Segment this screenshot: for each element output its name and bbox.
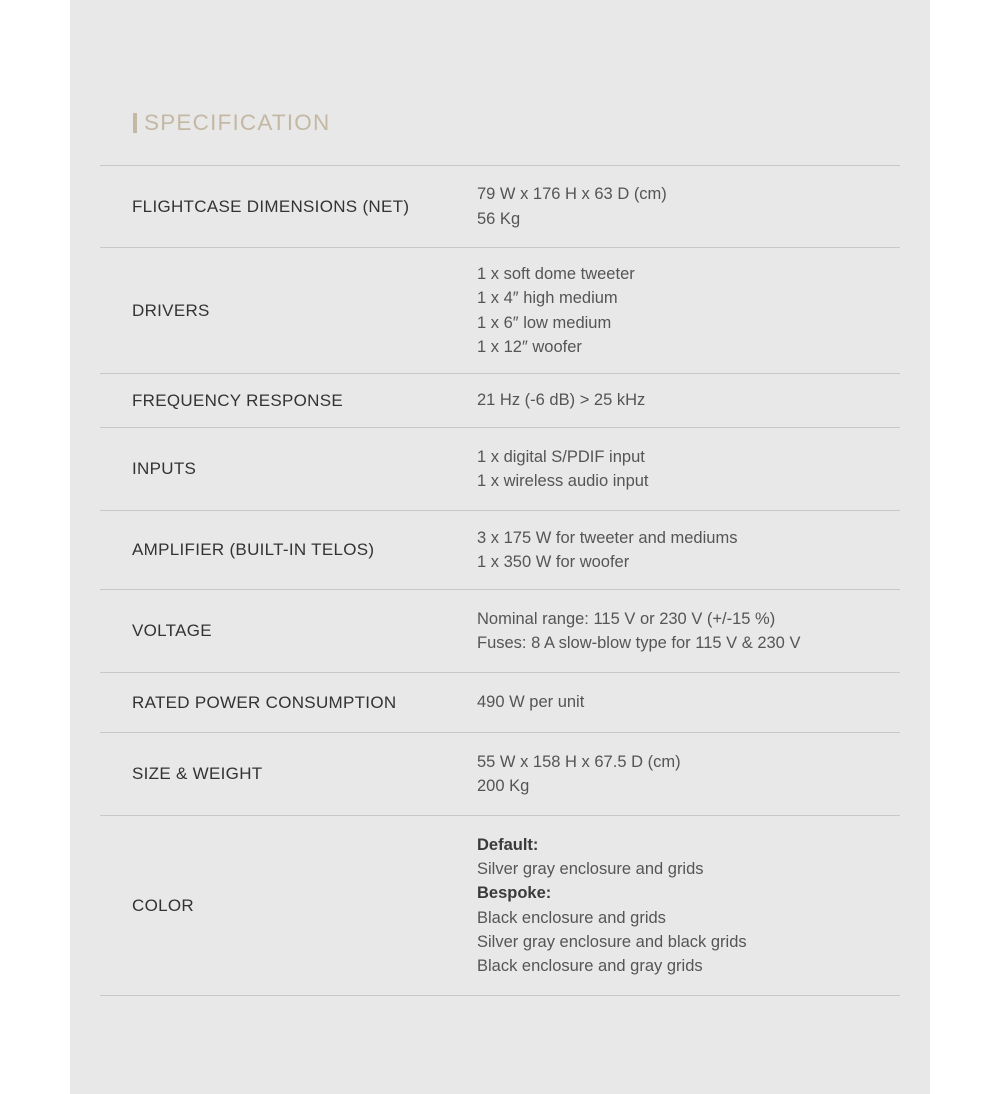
- spec-row-frequency-response: [100, 374, 900, 428]
- spec-values: [477, 445, 649, 493]
- spec-row-voltage: [100, 590, 900, 673]
- spec-row-rated-power: [100, 673, 900, 733]
- spec-values: [477, 690, 584, 714]
- spec-value: 55 W x 158 H x 67.5 D (cm): [477, 752, 681, 771]
- spec-value: 1 x digital S/PDIF input: [477, 447, 645, 466]
- spec-value: Silver gray enclosure and black grids: [477, 932, 747, 951]
- spec-value: 1 x 12″ woofer: [477, 337, 582, 356]
- spec-values: [477, 750, 681, 798]
- spec-values: [477, 262, 635, 359]
- spec-value: 1 x wireless audio input: [477, 472, 649, 490]
- spec-label: SIZE & WEIGHT: [132, 764, 263, 783]
- spec-row-color: [100, 816, 900, 996]
- spec-value: Fuses: 8 A slow-blow type for 115 V & 230 V: [477, 634, 801, 652]
- spec-value: 1 x 4″ high medium: [477, 289, 618, 308]
- spec-label: FREQUENCY RESPONSE: [132, 390, 344, 410]
- spec-value: 21 Hz (-6 dB) > 25 kHz: [477, 391, 646, 410]
- spec-value: 1 x 6″ low medium: [477, 313, 612, 332]
- spec-row-size-weight: [100, 733, 900, 816]
- spec-value: 1 x soft dome tweeter: [477, 265, 635, 284]
- spec-value: Black enclosure and grids: [477, 908, 666, 927]
- spec-values: [477, 182, 667, 230]
- spec-row-drivers: [100, 248, 900, 374]
- section-heading: [133, 110, 330, 136]
- spec-value: 3 x 175 W for tweeter and mediums: [477, 528, 738, 547]
- spec-label: COLOR: [132, 895, 194, 915]
- spec-value: 56 Kg: [477, 209, 521, 228]
- spec-label: DRIVERS: [132, 300, 210, 320]
- spec-value: 200 Kg: [477, 777, 530, 795]
- spec-value-heading: Bespoke:: [477, 884, 552, 903]
- spec-values: [477, 526, 737, 574]
- spec-value-heading: Default:: [477, 835, 539, 854]
- spec-row-amplifier: [100, 511, 900, 590]
- spec-row-flightcase-dimensions: [100, 166, 900, 248]
- spec-value: 1 x 350 W for woofer: [477, 553, 630, 571]
- spec-label: RATED POWER CONSUMPTION: [132, 692, 397, 712]
- spec-values: [477, 833, 747, 978]
- spec-value: Silver gray enclosure and grids: [477, 860, 704, 879]
- spec-value: Nominal range: 115 V or 230 V (+/-15 %): [477, 609, 776, 628]
- spec-label: AMPLIFIER (BUILT-IN TELOS): [132, 540, 375, 559]
- spec-row-inputs: [100, 428, 900, 511]
- spec-value: 490 W per unit: [477, 693, 585, 712]
- spec-value: Black enclosure and gray grids: [477, 956, 703, 975]
- spec-label: FLIGHTCASE DIMENSIONS (NET): [132, 196, 410, 216]
- spec-values: [477, 388, 645, 412]
- spec-value: 79 W x 176 H x 63 D (cm): [477, 185, 667, 204]
- heading-accent-bar: [133, 113, 137, 133]
- spec-label: INPUTS: [132, 459, 197, 478]
- section-title: SPECIFICATION: [144, 110, 331, 135]
- spec-label: VOLTAGE: [132, 621, 212, 640]
- spec-table: [100, 165, 900, 996]
- spec-values: [477, 607, 800, 655]
